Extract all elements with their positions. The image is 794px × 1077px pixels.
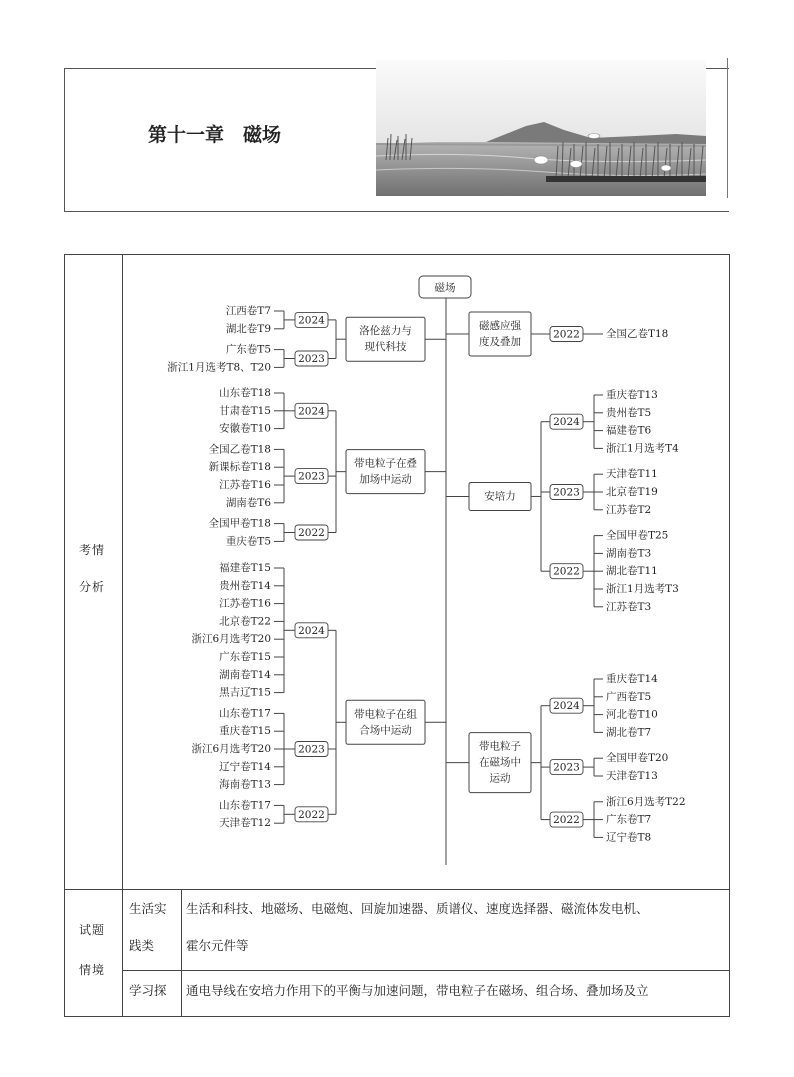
topic-label: 磁感应强 — [479, 320, 521, 332]
ref-item: 重庆卷T14 — [606, 673, 658, 685]
year-label: 2022 — [298, 527, 325, 539]
topic-label: 合场中运动 — [359, 724, 412, 737]
life-text-line1: 生活和科技、地磁场、电磁炮、回旋加速器、质谱仪、速度选择器、磁流体发电机、 — [186, 901, 649, 916]
year-label: 2024 — [298, 405, 325, 418]
ref-item: 安徽卷T10 — [219, 422, 271, 435]
life-text-line2: 霍尔元件等 — [186, 938, 249, 953]
scenario-label-line1: 试题 — [79, 923, 106, 937]
ref-item: 江苏卷T16 — [219, 479, 271, 491]
ref-item: 浙江1月选考T8、T20 — [167, 361, 271, 374]
topic-label: 带电粒子在叠 — [354, 457, 417, 470]
year-label: 2022 — [553, 565, 580, 578]
ref-item: 湖南卷T3 — [606, 547, 652, 560]
life-label-line2: 践类 — [129, 938, 155, 953]
ref-item: 全国乙卷T18 — [208, 443, 271, 456]
study-text: 通电导线在安培力作用下的平衡与加速问题，带电粒子在磁场、组合场、叠加场及立 — [186, 983, 649, 998]
topic-label: 带电粒子 — [479, 740, 521, 753]
year-label: 2023 — [298, 353, 325, 365]
topic-label: 带电粒子在组 — [354, 708, 417, 721]
year-label: 2023 — [553, 761, 580, 774]
topic-box — [469, 312, 531, 356]
year-label: 2024 — [553, 700, 580, 713]
ref-item: 天津卷T13 — [606, 770, 658, 782]
ref-item: 辽宁卷T8 — [606, 831, 652, 844]
ref-item: 江苏卷T2 — [606, 503, 652, 516]
year-label: 2022 — [553, 814, 580, 827]
chapter-title: 第十一章 磁场 — [148, 124, 282, 146]
ref-item: 北京卷T19 — [606, 486, 658, 498]
ref-item: 新课标卷T18 — [208, 461, 271, 474]
year-label: 2024 — [553, 416, 580, 429]
ref-item: 全国甲卷T20 — [606, 752, 669, 765]
ref-item: 福建卷T6 — [606, 424, 652, 437]
ref-item: 广东卷T15 — [219, 651, 271, 663]
ref-item: 浙江6月选考T20 — [191, 743, 271, 755]
ref-item: 湖北卷T11 — [606, 565, 658, 578]
ref-item: 全国乙卷T18 — [606, 328, 669, 340]
ref-item: 河北卷T10 — [606, 708, 658, 721]
year-label: 2023 — [553, 486, 580, 499]
ref-item: 浙江6月选考T20 — [191, 633, 271, 646]
ref-item: 贵州卷T14 — [219, 579, 271, 592]
topic-label: 加场中运动 — [359, 473, 412, 486]
ref-item: 天津卷T12 — [219, 817, 271, 830]
ref-item: 山东卷T17 — [219, 799, 271, 812]
ref-item: 广西卷T5 — [606, 690, 652, 703]
year-label: 2024 — [298, 314, 325, 327]
ref-item: 广东卷T5 — [225, 343, 271, 356]
ref-item: 全国甲卷T18 — [208, 517, 271, 530]
ref-item: 黑吉辽T15 — [219, 686, 271, 699]
topic-box — [346, 450, 425, 494]
ref-item: 北京卷T22 — [219, 615, 271, 628]
ref-item: 贵州卷T5 — [606, 406, 652, 419]
topic-label: 度及叠加 — [479, 336, 521, 348]
ref-item: 浙江1月选考T3 — [606, 583, 679, 595]
ref-item: 湖南卷T6 — [225, 496, 271, 509]
year-label: 2024 — [298, 624, 325, 637]
ref-item: 江西卷T7 — [225, 305, 271, 317]
year-label: 2023 — [298, 470, 325, 483]
ref-item: 山东卷T18 — [219, 387, 271, 399]
year-label: 2022 — [553, 328, 580, 341]
ref-item: 山东卷T17 — [219, 707, 271, 720]
ref-item: 海南卷T13 — [219, 778, 271, 791]
ref-item: 江苏卷T16 — [219, 597, 271, 610]
topic-label: 运动 — [489, 772, 511, 785]
ref-item: 重庆卷T13 — [606, 389, 658, 401]
topic-box — [346, 317, 425, 361]
year-label: 2023 — [298, 743, 325, 756]
ref-item: 浙江1月选考T4 — [606, 442, 679, 455]
ref-item: 浙江6月选考T22 — [606, 795, 686, 808]
topic-label: 在磁场中 — [479, 756, 521, 769]
ref-item: 湖北卷T9 — [225, 322, 271, 335]
analysis-label-line2: 分析 — [79, 580, 106, 594]
ref-item: 重庆卷T15 — [219, 725, 271, 738]
ref-item: 福建卷T15 — [219, 562, 271, 574]
ref-item: 天津卷T11 — [606, 468, 658, 481]
ref-item: 广东卷T7 — [606, 813, 652, 826]
topic-box — [346, 700, 425, 744]
ref-item: 湖北卷T7 — [606, 726, 652, 739]
analysis-label-line1: 考情 — [79, 543, 106, 557]
scenario-label-line2: 情境 — [79, 963, 106, 977]
life-label-line1: 生活实 — [129, 901, 167, 916]
ref-item: 甘肃卷T15 — [219, 404, 271, 417]
ref-item: 重庆卷T5 — [225, 535, 271, 548]
root-label: 磁场 — [434, 282, 456, 294]
topic-label: 安培力 — [484, 490, 516, 503]
ref-item: 辽宁卷T14 — [219, 760, 271, 773]
topic-label: 现代科技 — [364, 341, 407, 354]
ref-item: 江苏卷T3 — [606, 600, 652, 613]
ref-item: 全国甲卷T25 — [606, 529, 669, 542]
year-label: 2022 — [298, 808, 325, 821]
topic-label: 洛伦兹力与 — [359, 325, 412, 338]
study-label: 学习探 — [129, 983, 167, 998]
ref-item: 湖南卷T14 — [219, 668, 271, 681]
